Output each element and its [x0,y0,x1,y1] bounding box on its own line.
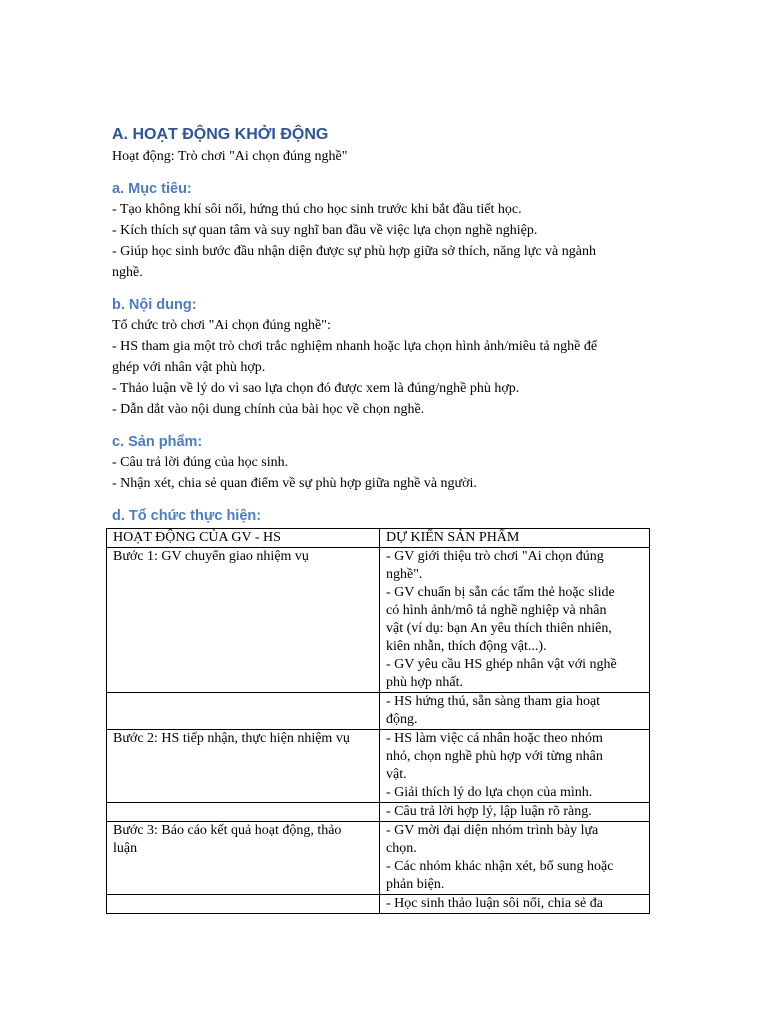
table-row [107,548,650,693]
cell-activity [107,822,380,895]
cell-expected-product [380,822,650,895]
document-page [112,124,652,914]
cell-line: phù hợp nhất. [386,675,464,690]
cell-line: nhỏ, chọn nghề phù hợp với từng nhân [386,749,603,764]
cell-line: - GV giới thiệu trò chơi "Ai chọn đúng [386,549,604,564]
heading-to-chuc: d. Tổ chức thực hiện: [112,508,262,524]
cell-line: Bước 3: Báo cáo kết quả hoạt động, thảo [113,823,342,838]
cell-line: - GV mời đại diện nhóm trình bày lựa [386,823,599,838]
san-pham-line: - Nhận xét, chia sẻ quan điểm về sự phù hợp giữa nghề và người. [112,476,477,491]
header-expected-product: DỰ KIẾN SẢN PHẨM [380,529,650,548]
table-row [107,895,650,914]
cell-activity [107,803,380,822]
cell-line: - Các nhóm khác nhận xét, bổ sung hoặc [386,859,614,874]
cell-expected-product [380,693,650,730]
cell-line: - HS làm việc cá nhân hoặc theo nhóm [386,731,603,746]
heading-san-pham: c. Sản phẩm: [112,434,203,450]
cell-line: vật (ví dụ: bạn An yêu thích thiên nhiên, [386,621,612,636]
table-header-row [107,529,650,548]
cell-line: phản biện. [386,877,445,892]
cell-line: luận [113,841,138,856]
cell-expected-product [380,895,650,914]
san-pham-line: - Câu trả lời đúng của học sinh. [112,455,289,470]
muc-tieu-line: nghề. [112,265,143,280]
cell-expected-product [380,548,650,693]
activity-line: Hoạt động: Trò chơi "Ai chọn đúng nghề" [112,149,348,164]
heading-muc-tieu: a. Mục tiêu: [112,181,192,197]
cell-line: động. [386,712,418,727]
table-row [107,822,650,895]
cell-line: Bước 1: GV chuyển giao nhiệm vụ [113,549,309,564]
noi-dung-line: - Thảo luận về lý do vì sao lựa chọn đó được xem là đúng/nghề phù hợp. [112,381,520,396]
cell-line: - Giải thích lý do lựa chọn của mình. [386,785,593,800]
cell-line: - HS hứng thú, sẵn sàng tham gia hoạt [386,694,601,709]
cell-expected-product [380,803,650,822]
section-title: A. HOẠT ĐỘNG KHỞI ĐỘNG [112,126,329,143]
muc-tieu-line: - Kích thích sự quan tâm và suy nghĩ ban đầu về việc lựa chọn nghề nghiệp. [112,223,538,238]
cell-line: Bước 2: HS tiếp nhận, thực hiện nhiệm vụ [113,731,350,746]
cell-activity [107,693,380,730]
table-row [107,803,650,822]
cell-activity [107,548,380,693]
header-activity: HOẠT ĐỘNG CỦA GV - HS [107,529,380,548]
cell-line: chọn. [386,841,417,856]
cell-line: kiên nhẫn, thích động vật...). [386,639,547,654]
heading-noi-dung: b. Nội dung: [112,297,197,313]
cell-activity [107,730,380,803]
cell-line: - Học sinh thảo luận sôi nổi, chia sẻ đa [386,896,603,911]
noi-dung-line: ghép với nhân vật phù hợp. [112,360,266,375]
noi-dung-line: Tổ chức trò chơi "Ai chọn đúng nghề": [112,318,331,333]
noi-dung-line: - Dẫn dắt vào nội dung chính của bài học về chọn nghề. [112,402,425,417]
cell-activity [107,895,380,914]
muc-tieu-line: - Tạo không khí sôi nổi, hứng thú cho học sinh trước khi bắt đầu tiết học. [112,202,522,217]
cell-line: vật. [386,767,407,782]
cell-line: - GV yêu cầu HS ghép nhân vật với nghề [386,657,617,672]
table-row [107,730,650,803]
table-row [107,693,650,730]
cell-expected-product [380,730,650,803]
activity-table [106,528,650,914]
table-body [107,548,650,914]
cell-line: - GV chuẩn bị sẵn các tấm thẻ hoặc slide [386,585,615,600]
noi-dung-line: - HS tham gia một trò chơi trắc nghiệm nhanh hoặc lựa chọn hình ảnh/miêu tả nghề để [112,339,598,354]
cell-line: - Câu trả lời hợp lý, lập luận rõ ràng. [386,804,592,819]
cell-line: có hình ảnh/mô tả nghề nghiệp và nhân [386,603,607,618]
muc-tieu-line: - Giúp học sinh bước đầu nhận diện được sự phù hợp giữa sở thích, năng lực và ngành [112,244,596,259]
cell-line: nghề". [386,567,423,582]
